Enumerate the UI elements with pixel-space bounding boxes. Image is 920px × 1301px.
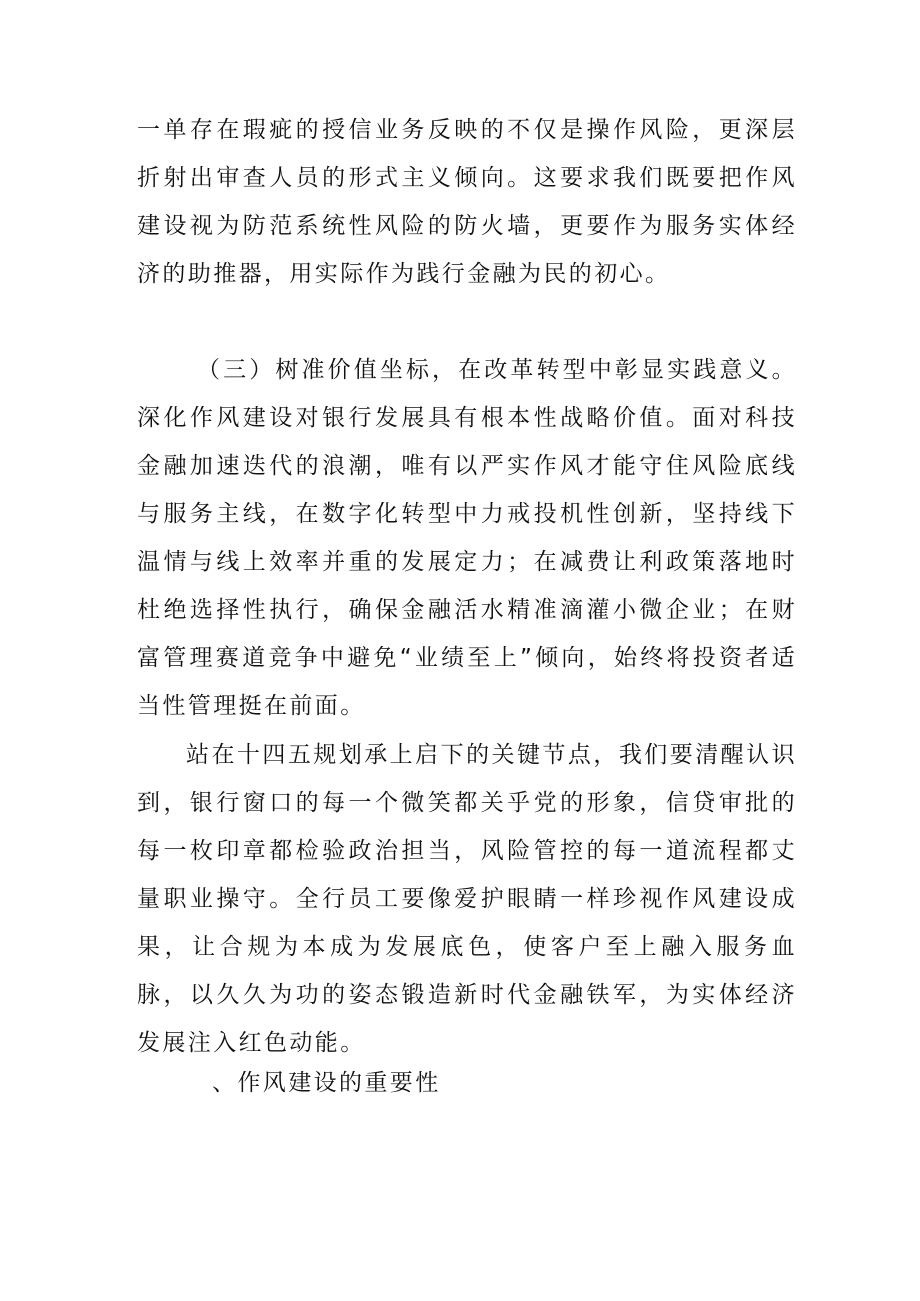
body-paragraph: 一单存在瑕疵的授信业务反映的不仅是操作风险，更深层折射出审查人员的形式主义倾向。这要求我们既要把作风建设视为防范系统性风险的防火墙，更要作为服务实体经济的助推器，用实际作为践行金融为民的初心。	[137, 117, 797, 287]
section-paragraph: （三）树准价值坐标，在改革转型中彰显实践意义。深化作风建设对银行发展具有根本性战略价值。面对科技金融加速迭代的浪潮，唯有以严实作风才能守住风险底线与服务主线，在数字化转型中力戒投机性创新，坚持线下温情与线上效率并重的发展定力；在减费让利政策落地时杜绝选择性执行，确保金融活水精准滴灌小微企业；在财富管理赛道竞争中避免“业绩至上”倾向，始终将投资者适当性管理挺在前面。	[137, 357, 797, 719]
section-heading: 、作风建设的重要性	[212, 1070, 441, 1096]
closing-paragraph: 站在十四五规划承上启下的关键节点，我们要清醒认识到，银行窗口的每一个微笑都关乎党的形象，信贷审批的每一枚印章都检验政治担当，风险管控的每一道流程都丈量职业操守。全行员工要像爱护眼睛一样珍视作风建设成果，让合规为本成为发展底色，使客户至上融入服务血脉，以久久为功的姿态锻造新时代金融铁军，为实体经济发展注入红色动能。	[137, 742, 797, 1056]
